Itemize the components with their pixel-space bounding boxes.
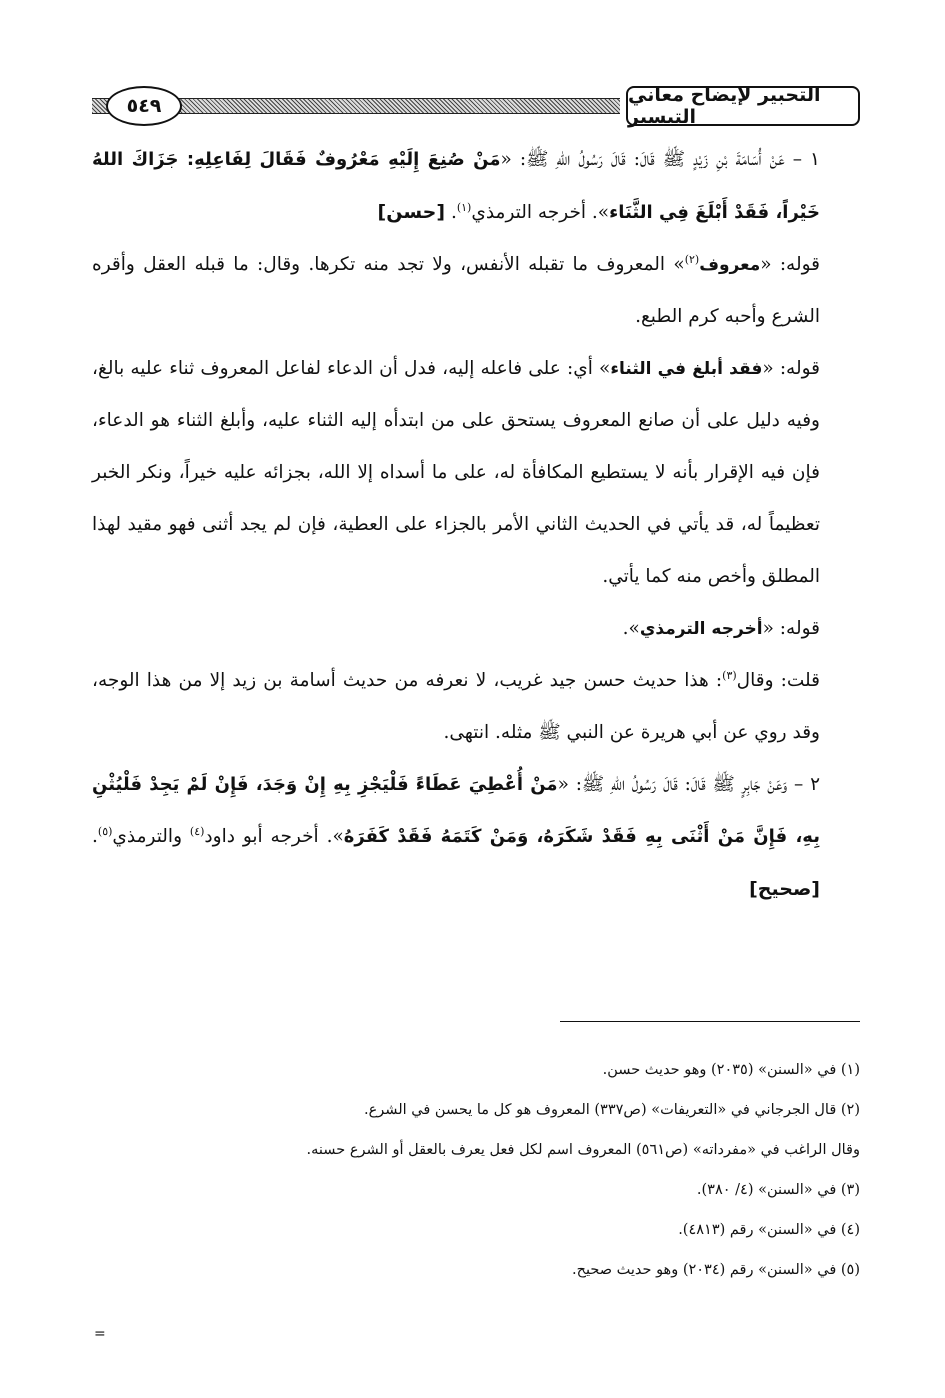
commentary-paragraph: [92, 655, 860, 759]
hadith-1-chain: ١ – عَنْ أُسَامَةَ بْنِ زَيْدٍ ﷺ قَالَ: قَالَ رَسُولُ اللهِ ﷺ: «: [500, 149, 820, 170]
margin-mark: =: [94, 1326, 106, 1342]
hadith-2: [92, 759, 860, 916]
footnote-ref-4: (٤): [189, 824, 205, 838]
hadith-1-end: .: [450, 202, 457, 223]
hadith-2-grade: [صحيح]: [749, 878, 820, 900]
hadith-1-grade: [حسن]: [377, 201, 446, 223]
footnote: (٥) في «السنن» رقم (٢٠٣٤) وهو حديث صحيح.: [571, 1262, 860, 1278]
main-text: [92, 134, 860, 916]
footnote-ref-5: (٥): [97, 824, 113, 838]
footnote: (٤) في «السنن» رقم (٤٨١٣).: [678, 1222, 860, 1238]
hadith-1-text: مَنْ صُنِعَ إِلَيْهِ مَعْرُوفٌ فَقَالَ لِفَاعِلِهِ: جَزَاكَ اللهُ خَيْراً، فَقَدْ أَبْلَغَ فِي الثَّنَاء: [92, 149, 820, 223]
footnote: وقال الراغب في «مفرداته» (ص٥٦١) المعروف اسم لكل فعل يعرف بالعقل أو الشرع حسنه.: [306, 1142, 860, 1158]
para-text: : هذا حديث حسن جيد غريب، لا نعرفه من حديث أسامة بن زيد إلا من هذا الوجه، وقد روي عن أبي هريرة عن النبي ﷺ مثله. انتهى.: [92, 670, 820, 743]
hadith-2-text: مَنْ أُعْطِيَ عَطَاءً فَلْيَجْزِ بِهِ إِنْ وَجَدَ، فَإِنْ لَمْ يَجِدْ فَلْيُثْنِ بِهِ، فَإِنَّ مَنْ أَثْنَى بِهِ فَقَدْ شَكَرَهُ، وَمَنْ كَتَمَهُ فَقَدْ كَفَرَهُ: [92, 774, 820, 847]
footnote: (٢) قال الجرجاني في «التعريفات» (ص٣٣٧) المعروف هو كل ما يحسن في الشرع.: [364, 1102, 860, 1118]
hadith-2-chain: ٢ – وَعَنْ جَابِرٍ ﷺ قَالَ: قَالَ رَسُولُ اللهِ ﷺ: «: [557, 774, 820, 795]
footnote-ref-1: (١): [456, 200, 472, 214]
quoted-term: فقد أبلغ في الثناء: [610, 359, 763, 379]
footnote-ref-3: (٣): [722, 668, 737, 682]
commentary-paragraph: [92, 603, 860, 655]
para-text: » المعروف ما تقبله الأنفس، ولا تجد منه تكرها. وقال: ما قبله العقل وأقره الشرع وأحبه كرم الطبع.: [92, 254, 820, 327]
hadith-1-source: ». أخرجه الترمذي: [471, 202, 610, 223]
footnote-ref-2: (٢): [684, 252, 700, 266]
para-text: قوله: «: [762, 358, 821, 379]
quoted-term: أخرجه الترمذي: [639, 619, 763, 639]
footnote-divider: [560, 1021, 860, 1022]
para-text: قوله: «: [760, 254, 821, 275]
hadith-2-source: ». أخرجه أبو داود: [204, 826, 344, 847]
para-text: قوله: «: [762, 618, 820, 639]
quoted-term: معروف: [699, 255, 761, 275]
hadith-1: [92, 134, 860, 239]
footnote: (١) في «السنن» (٢٠٣٥) وهو حديث حسن.: [602, 1062, 860, 1078]
para-text: » أي: على فاعله إليه، فدل أن الدعاء لفاعل المعروف ثناء عليه بالغ، وفيه دليل على أن صانع المعروف يستحق على من ابتدأه إليه الثناء عليه، وأبلغ الثناء هو الدعاء، فإن فيه الإقرار بأنه لا يستطيع المكافأة له، على ما أسداه إلا الله، بجزائه عليه خيراً، ونكر الخبر تعظيماً له، قد يأتي في الحديث الثاني الأمر بالجزاء على العطية، فإن لم يجد أثنى فهو مقيد لهذا المطلق وأخص منه كما يأتي.: [92, 358, 820, 587]
commentary-paragraph: [92, 239, 860, 343]
page-number: ٥٤٩: [106, 86, 182, 126]
para-text: قلت: وقال: [736, 670, 821, 691]
hadith-2-source: والترمذي: [112, 826, 190, 847]
footnotes: [92, 1050, 860, 1290]
book-title: التحبير لإيضاح معاني التيسير: [626, 86, 860, 126]
page-header: [92, 86, 860, 126]
footnote: (٣) في «السنن» (٤/ ٣٨٠).: [696, 1182, 860, 1198]
para-text: ».: [622, 618, 640, 639]
hadith-2-end: .: [92, 826, 98, 847]
commentary-paragraph: [92, 343, 860, 603]
